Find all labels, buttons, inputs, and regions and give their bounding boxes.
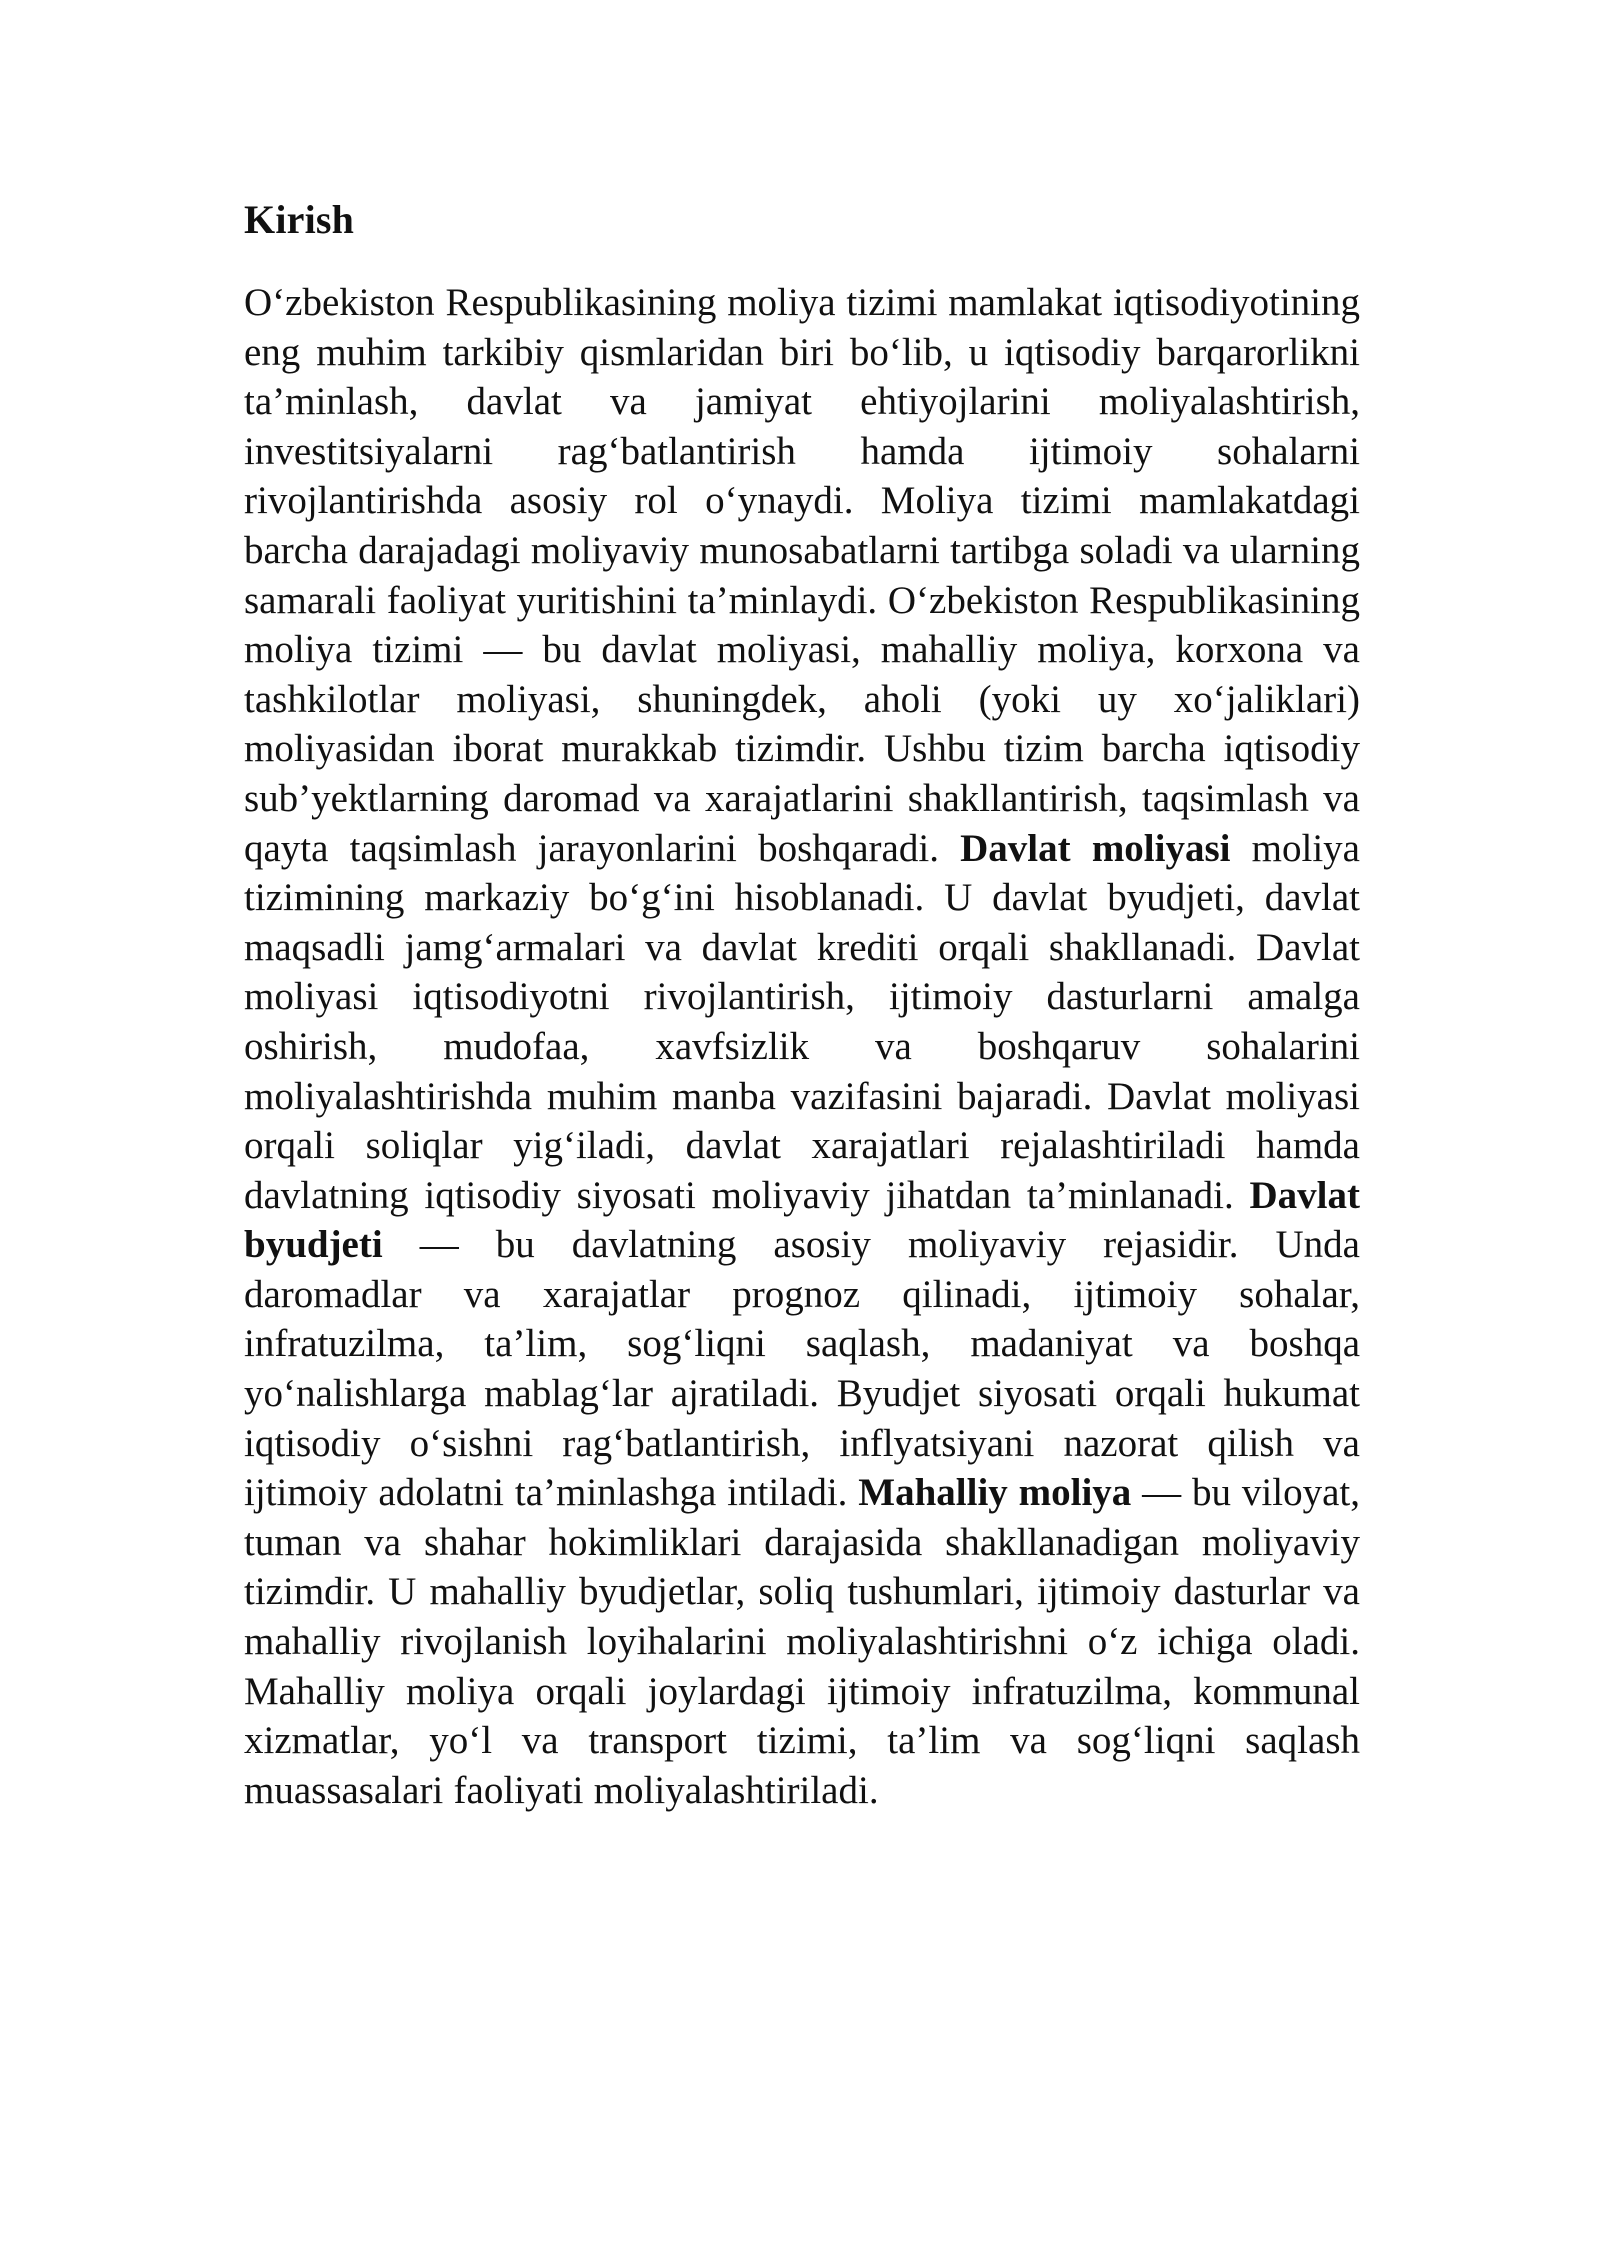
- paragraph-text: — bu davlatning asosiy moliyaviy rejasidir. Unda daromadlar va xarajatlar prognoz qilinadi, ijtimoiy sohalar, infratuzilma, ta’lim, sog‘liqni saqlash, madaniyat va boshqa yo‘nalishlarga mablag‘lar ajratiladi. Byudjet siyosati orqali hukumat iqtisodiy o‘sishni rag‘batlantirish, inflyatsiyani nazorat qilish va ijtimoiy adolatni ta’minlashga intiladi.: [244, 1223, 1360, 1515]
- body-paragraph: [244, 278, 1360, 1815]
- paragraph-text: O‘zbekiston Respublikasining moliya tizimi mamlakat iqtisodiyotining eng muhim tarkibiy qismlaridan biri bo‘lib, u iqtisodiy barqarorlikni ta’minlash, davlat va jamiyat ehtiyojlarini moliyalashtirish, investitsiyalarni rag‘batlantirish hamda ijtimoiy sohalarni rivojlantirishda asosiy rol o‘ynaydi. Moliya tizimi mamlakatdagi barcha darajadagi moliyaviy munosabatlarni tartibga soladi va ularning samarali faoliyat yuritishini ta’minlaydi. O‘zbekiston Respublikasining moliya tizimi — bu davlat moliyasi, mahalliy moliya, korxona va tashkilotlar moliyasi, shuningdek, aholi (yoki uy xo‘jaliklari) moliyasidan iborat murakkab tizimdir. Ushbu tizim barcha iqtisodiy sub’yektlarning daromad va xarajatlarini shakllantirish, taqsimlash va qayta taqsimlash jarayonlarini boshqaradi.: [244, 281, 1360, 870]
- document-content: [244, 190, 1360, 1815]
- bold-term-mahalliy-moliya: Mahalliy moliya: [858, 1471, 1132, 1515]
- paragraph-text: moliya tizimining markaziy bo‘g‘ini hisoblanadi. U davlat byudjeti, davlat maqsadli jamg‘armalari va davlat krediti orqali shakllanadi. Davlat moliyasi iqtisodiyotni rivojlantirish, ijtimoiy dasturlarni amalga oshirish, mudofaa, xavfsizlik va boshqaruv sohalarini moliyalashtirishda muhim manba vazifasini bajaradi. Davlat moliyasi orqali soliqlar yig‘iladi, davlat xarajatlari rejalashtiriladi hamda davlatning iqtisodiy siyosati moliyaviy jihatdan ta’minlanadi.: [244, 826, 1360, 1217]
- bold-term-davlat-byudjeti: Davlat byudjeti: [244, 1173, 1360, 1267]
- paragraph-text: — bu viloyat, tuman va shahar hokimliklari darajasida shakllanadigan moliyaviy tizimdir. U mahalliy byudjetlar, soliq tushumlari, ijtimoiy dasturlar va mahalliy rivojlanish loyihalarini moliyalashtirishni o‘z ichiga oladi. Mahalliy moliya orqali joylardagi ijtimoiy infratuzilma, kommunal xizmatlar, yo‘l va transport tizimi, ta’lim va sog‘liqni saqlash muassasalari faoliyati moliyalashtiriladi.: [244, 1471, 1360, 1812]
- section-heading: Kirish: [244, 197, 355, 242]
- bold-term-davlat-moliyasi: Davlat moliyasi: [960, 826, 1231, 870]
